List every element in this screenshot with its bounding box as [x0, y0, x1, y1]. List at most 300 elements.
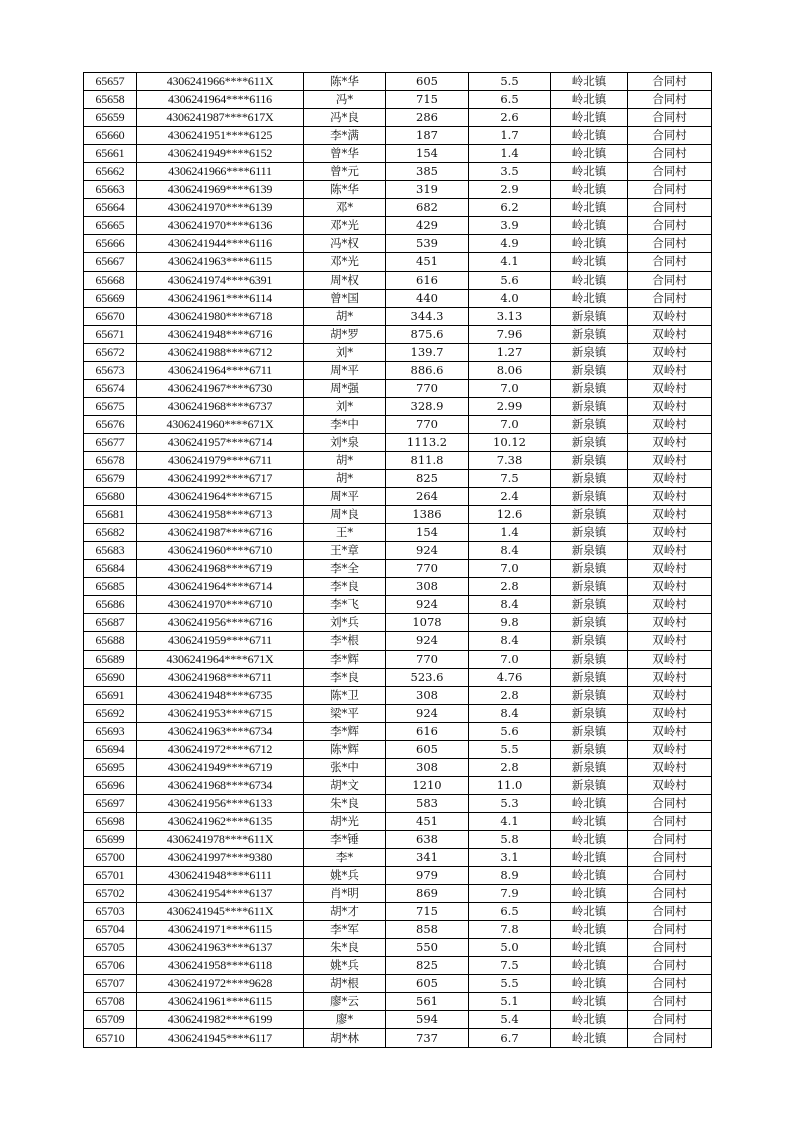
name-cell: 胡*	[304, 470, 386, 488]
name-cell: 李*军	[304, 921, 386, 939]
table-row	[84, 343, 712, 361]
village-cell: 双岭村	[628, 722, 712, 740]
quantity-cell: 1.27	[469, 343, 551, 361]
amount-cell: 1078	[386, 614, 469, 632]
town-cell: 岭北镇	[551, 885, 628, 903]
table-row	[84, 91, 712, 109]
quantity-cell: 6.5	[469, 903, 551, 921]
id-number-cell: 4306241949****6152	[137, 145, 304, 163]
town-cell: 新泉镇	[551, 415, 628, 433]
id-number-cell: 4306241958****6713	[137, 506, 304, 524]
serial-number-cell: 65668	[84, 271, 137, 289]
town-cell: 新泉镇	[551, 451, 628, 469]
table-row	[84, 199, 712, 217]
quantity-cell: 9.8	[469, 614, 551, 632]
id-number-cell: 4306241969****6139	[137, 181, 304, 199]
quantity-cell: 12.6	[469, 506, 551, 524]
town-cell: 岭北镇	[551, 1029, 628, 1047]
name-cell: 陈*卫	[304, 686, 386, 704]
table-row	[84, 307, 712, 325]
name-cell: 姚*兵	[304, 867, 386, 885]
quantity-cell: 5.6	[469, 722, 551, 740]
town-cell: 岭北镇	[551, 217, 628, 235]
town-cell: 岭北镇	[551, 939, 628, 957]
name-cell: 胡*文	[304, 776, 386, 794]
amount-cell: 858	[386, 921, 469, 939]
serial-number-cell: 65694	[84, 740, 137, 758]
id-number-cell: 4306241968****6719	[137, 560, 304, 578]
name-cell: 邓*光	[304, 253, 386, 271]
village-cell: 合同村	[628, 73, 712, 91]
id-number-cell: 4306241988****6712	[137, 343, 304, 361]
amount-cell: 1113.2	[386, 433, 469, 451]
table-row	[84, 632, 712, 650]
table-row	[84, 903, 712, 921]
amount-cell: 583	[386, 794, 469, 812]
town-cell: 岭北镇	[551, 830, 628, 848]
amount-cell: 523.6	[386, 668, 469, 686]
name-cell: 李*根	[304, 632, 386, 650]
serial-number-cell: 65663	[84, 181, 137, 199]
name-cell: 邓*	[304, 199, 386, 217]
village-cell: 合同村	[628, 903, 712, 921]
id-number-cell: 4306241948****6716	[137, 325, 304, 343]
name-cell: 梁*平	[304, 704, 386, 722]
amount-cell: 451	[386, 812, 469, 830]
table-row	[84, 73, 712, 91]
town-cell: 新泉镇	[551, 343, 628, 361]
serial-number-cell: 65659	[84, 109, 137, 127]
town-cell: 岭北镇	[551, 127, 628, 145]
amount-cell: 616	[386, 271, 469, 289]
serial-number-cell: 65667	[84, 253, 137, 271]
town-cell: 新泉镇	[551, 488, 628, 506]
id-number-cell: 4306241948****6735	[137, 686, 304, 704]
id-number-cell: 4306241953****6715	[137, 704, 304, 722]
serial-number-cell: 65665	[84, 217, 137, 235]
amount-cell: 682	[386, 199, 469, 217]
serial-number-cell: 65700	[84, 849, 137, 867]
name-cell: 姚*兵	[304, 957, 386, 975]
town-cell: 岭北镇	[551, 975, 628, 993]
serial-number-cell: 65708	[84, 993, 137, 1011]
amount-cell: 770	[386, 415, 469, 433]
quantity-cell: 7.5	[469, 957, 551, 975]
village-cell: 双岭村	[628, 397, 712, 415]
serial-number-cell: 65660	[84, 127, 137, 145]
name-cell: 廖*云	[304, 993, 386, 1011]
name-cell: 刘*	[304, 397, 386, 415]
serial-number-cell: 65664	[84, 199, 137, 217]
name-cell: 周*权	[304, 271, 386, 289]
serial-number-cell: 65678	[84, 451, 137, 469]
table-row	[84, 289, 712, 307]
amount-cell: 561	[386, 993, 469, 1011]
table-row	[84, 578, 712, 596]
quantity-cell: 7.0	[469, 650, 551, 668]
serial-number-cell: 65699	[84, 830, 137, 848]
table-row	[84, 163, 712, 181]
village-cell: 双岭村	[628, 470, 712, 488]
id-number-cell: 4306241971****6115	[137, 921, 304, 939]
town-cell: 岭北镇	[551, 73, 628, 91]
quantity-cell: 7.0	[469, 379, 551, 397]
table-row	[84, 271, 712, 289]
town-cell: 岭北镇	[551, 91, 628, 109]
quantity-cell: 1.4	[469, 145, 551, 163]
village-cell: 双岭村	[628, 596, 712, 614]
village-cell: 合同村	[628, 253, 712, 271]
id-number-cell: 4306241945****611X	[137, 903, 304, 921]
name-cell: 廖*	[304, 1011, 386, 1029]
id-number-cell: 4306241949****6719	[137, 758, 304, 776]
village-cell: 双岭村	[628, 758, 712, 776]
village-cell: 双岭村	[628, 776, 712, 794]
town-cell: 新泉镇	[551, 560, 628, 578]
table-row	[84, 993, 712, 1011]
table-row	[84, 776, 712, 794]
name-cell: 胡*根	[304, 975, 386, 993]
serial-number-cell: 65657	[84, 73, 137, 91]
village-cell: 合同村	[628, 794, 712, 812]
quantity-cell: 8.4	[469, 542, 551, 560]
quantity-cell: 8.4	[469, 596, 551, 614]
amount-cell: 286	[386, 109, 469, 127]
serial-number-cell: 65701	[84, 867, 137, 885]
town-cell: 新泉镇	[551, 686, 628, 704]
serial-number-cell: 65692	[84, 704, 137, 722]
amount-cell: 638	[386, 830, 469, 848]
quantity-cell: 5.1	[469, 993, 551, 1011]
table-row	[84, 379, 712, 397]
village-cell: 双岭村	[628, 632, 712, 650]
quantity-cell: 4.0	[469, 289, 551, 307]
id-number-cell: 4306241968****6734	[137, 776, 304, 794]
table-row	[84, 217, 712, 235]
serial-number-cell: 65695	[84, 758, 137, 776]
id-number-cell: 4306241964****671X	[137, 650, 304, 668]
id-number-cell: 4306241964****6715	[137, 488, 304, 506]
serial-number-cell: 65690	[84, 668, 137, 686]
serial-number-cell: 65681	[84, 506, 137, 524]
name-cell: 李*飞	[304, 596, 386, 614]
serial-number-cell: 65674	[84, 379, 137, 397]
town-cell: 新泉镇	[551, 776, 628, 794]
quantity-cell: 8.4	[469, 632, 551, 650]
table-row	[84, 451, 712, 469]
quantity-cell: 3.9	[469, 217, 551, 235]
town-cell: 新泉镇	[551, 433, 628, 451]
quantity-cell: 10.12	[469, 433, 551, 451]
id-number-cell: 4306241961****6114	[137, 289, 304, 307]
name-cell: 李*锤	[304, 830, 386, 848]
serial-number-cell: 65688	[84, 632, 137, 650]
name-cell: 王*章	[304, 542, 386, 560]
town-cell: 新泉镇	[551, 758, 628, 776]
town-cell: 新泉镇	[551, 524, 628, 542]
id-number-cell: 4306241945****6117	[137, 1029, 304, 1047]
name-cell: 胡*	[304, 451, 386, 469]
village-cell: 合同村	[628, 1029, 712, 1047]
name-cell: 肖*明	[304, 885, 386, 903]
amount-cell: 594	[386, 1011, 469, 1029]
table-row	[84, 975, 712, 993]
table-row	[84, 921, 712, 939]
table-row	[84, 614, 712, 632]
town-cell: 新泉镇	[551, 614, 628, 632]
amount-cell: 341	[386, 849, 469, 867]
table-row	[84, 109, 712, 127]
town-cell: 新泉镇	[551, 632, 628, 650]
id-number-cell: 4306241962****6135	[137, 812, 304, 830]
table-row	[84, 560, 712, 578]
name-cell: 刘*	[304, 343, 386, 361]
quantity-cell: 5.5	[469, 740, 551, 758]
village-cell: 双岭村	[628, 361, 712, 379]
id-number-cell: 4306241972****9628	[137, 975, 304, 993]
name-cell: 冯*权	[304, 235, 386, 253]
amount-cell: 715	[386, 91, 469, 109]
village-cell: 合同村	[628, 993, 712, 1011]
id-number-cell: 4306241966****6111	[137, 163, 304, 181]
serial-number-cell: 65666	[84, 235, 137, 253]
table-row	[84, 957, 712, 975]
town-cell: 岭北镇	[551, 145, 628, 163]
serial-number-cell: 65704	[84, 921, 137, 939]
quantity-cell: 7.5	[469, 470, 551, 488]
quantity-cell: 5.8	[469, 830, 551, 848]
town-cell: 岭北镇	[551, 235, 628, 253]
amount-cell: 825	[386, 470, 469, 488]
serial-number-cell: 65693	[84, 722, 137, 740]
town-cell: 岭北镇	[551, 163, 628, 181]
serial-number-cell: 65706	[84, 957, 137, 975]
amount-cell: 308	[386, 686, 469, 704]
amount-cell: 715	[386, 903, 469, 921]
name-cell: 朱*良	[304, 794, 386, 812]
town-cell: 岭北镇	[551, 794, 628, 812]
id-number-cell: 4306241970****6710	[137, 596, 304, 614]
town-cell: 岭北镇	[551, 903, 628, 921]
amount-cell: 924	[386, 596, 469, 614]
village-cell: 双岭村	[628, 379, 712, 397]
id-number-cell: 4306241944****6116	[137, 235, 304, 253]
quantity-cell: 3.1	[469, 849, 551, 867]
serial-number-cell: 65691	[84, 686, 137, 704]
name-cell: 胡*罗	[304, 325, 386, 343]
amount-cell: 451	[386, 253, 469, 271]
amount-cell: 440	[386, 289, 469, 307]
table-row	[84, 127, 712, 145]
records-table-body	[84, 73, 712, 1048]
amount-cell: 550	[386, 939, 469, 957]
town-cell: 新泉镇	[551, 361, 628, 379]
table-row	[84, 849, 712, 867]
quantity-cell: 8.9	[469, 867, 551, 885]
serial-number-cell: 65702	[84, 885, 137, 903]
village-cell: 合同村	[628, 145, 712, 163]
village-cell: 合同村	[628, 1011, 712, 1029]
id-number-cell: 4306241978****611X	[137, 830, 304, 848]
quantity-cell: 2.99	[469, 397, 551, 415]
amount-cell: 187	[386, 127, 469, 145]
table-row	[84, 325, 712, 343]
id-number-cell: 4306241987****6716	[137, 524, 304, 542]
village-cell: 双岭村	[628, 415, 712, 433]
amount-cell: 605	[386, 740, 469, 758]
id-number-cell: 4306241964****6711	[137, 361, 304, 379]
name-cell: 刘*泉	[304, 433, 386, 451]
town-cell: 岭北镇	[551, 867, 628, 885]
quantity-cell: 5.0	[469, 939, 551, 957]
id-number-cell: 4306241982****6199	[137, 1011, 304, 1029]
table-row	[84, 939, 712, 957]
serial-number-cell: 65679	[84, 470, 137, 488]
name-cell: 陈*华	[304, 73, 386, 91]
id-number-cell: 4306241948****6111	[137, 867, 304, 885]
village-cell: 双岭村	[628, 433, 712, 451]
amount-cell: 319	[386, 181, 469, 199]
amount-cell: 825	[386, 957, 469, 975]
table-row	[84, 433, 712, 451]
amount-cell: 770	[386, 650, 469, 668]
id-number-cell: 4306241964****6116	[137, 91, 304, 109]
table-row	[84, 235, 712, 253]
quantity-cell: 4.1	[469, 253, 551, 271]
village-cell: 合同村	[628, 939, 712, 957]
amount-cell: 1210	[386, 776, 469, 794]
id-number-cell: 4306241967****6730	[137, 379, 304, 397]
village-cell: 双岭村	[628, 307, 712, 325]
amount-cell: 328.9	[386, 397, 469, 415]
id-number-cell: 4306241972****6712	[137, 740, 304, 758]
town-cell: 新泉镇	[551, 542, 628, 560]
village-cell: 合同村	[628, 217, 712, 235]
serial-number-cell: 65703	[84, 903, 137, 921]
id-number-cell: 4306241970****6136	[137, 217, 304, 235]
quantity-cell: 8.06	[469, 361, 551, 379]
serial-number-cell: 65707	[84, 975, 137, 993]
town-cell: 新泉镇	[551, 578, 628, 596]
town-cell: 岭北镇	[551, 812, 628, 830]
table-row	[84, 415, 712, 433]
id-number-cell: 4306241992****6717	[137, 470, 304, 488]
town-cell: 岭北镇	[551, 849, 628, 867]
serial-number-cell: 65671	[84, 325, 137, 343]
serial-number-cell: 65705	[84, 939, 137, 957]
serial-number-cell: 65658	[84, 91, 137, 109]
serial-number-cell: 65670	[84, 307, 137, 325]
table-row	[84, 1029, 712, 1047]
village-cell: 双岭村	[628, 686, 712, 704]
serial-number-cell: 65709	[84, 1011, 137, 1029]
id-number-cell: 4306241961****6115	[137, 993, 304, 1011]
quantity-cell: 7.0	[469, 560, 551, 578]
village-cell: 合同村	[628, 109, 712, 127]
town-cell: 新泉镇	[551, 650, 628, 668]
amount-cell: 770	[386, 560, 469, 578]
amount-cell: 979	[386, 867, 469, 885]
quantity-cell: 4.9	[469, 235, 551, 253]
name-cell: 胡*光	[304, 812, 386, 830]
quantity-cell: 8.4	[469, 704, 551, 722]
town-cell: 新泉镇	[551, 722, 628, 740]
id-number-cell: 4306241963****6115	[137, 253, 304, 271]
table-row	[84, 812, 712, 830]
quantity-cell: 3.5	[469, 163, 551, 181]
town-cell: 岭北镇	[551, 253, 628, 271]
village-cell: 双岭村	[628, 560, 712, 578]
amount-cell: 737	[386, 1029, 469, 1047]
quantity-cell: 1.4	[469, 524, 551, 542]
table-row	[84, 1011, 712, 1029]
amount-cell: 1386	[386, 506, 469, 524]
table-row	[84, 867, 712, 885]
name-cell: 曾*华	[304, 145, 386, 163]
id-number-cell: 4306241974****6391	[137, 271, 304, 289]
amount-cell: 811.8	[386, 451, 469, 469]
table-row	[84, 740, 712, 758]
table-row	[84, 397, 712, 415]
quantity-cell: 2.4	[469, 488, 551, 506]
town-cell: 新泉镇	[551, 470, 628, 488]
table-row	[84, 758, 712, 776]
village-cell: 双岭村	[628, 506, 712, 524]
name-cell: 曾*元	[304, 163, 386, 181]
name-cell: 冯*良	[304, 109, 386, 127]
table-row	[84, 253, 712, 271]
village-cell: 合同村	[628, 181, 712, 199]
name-cell: 周*良	[304, 506, 386, 524]
name-cell: 周*平	[304, 488, 386, 506]
serial-number-cell: 65698	[84, 812, 137, 830]
id-number-cell: 4306241968****6711	[137, 668, 304, 686]
village-cell: 合同村	[628, 91, 712, 109]
table-row	[84, 704, 712, 722]
quantity-cell: 5.6	[469, 271, 551, 289]
name-cell: 李*满	[304, 127, 386, 145]
name-cell: 冯*	[304, 91, 386, 109]
name-cell: 李*	[304, 849, 386, 867]
serial-number-cell: 65669	[84, 289, 137, 307]
table-row	[84, 361, 712, 379]
village-cell: 合同村	[628, 867, 712, 885]
table-row	[84, 488, 712, 506]
town-cell: 新泉镇	[551, 307, 628, 325]
id-number-cell: 4306241966****611X	[137, 73, 304, 91]
table-row	[84, 885, 712, 903]
town-cell: 岭北镇	[551, 109, 628, 127]
town-cell: 岭北镇	[551, 289, 628, 307]
village-cell: 双岭村	[628, 488, 712, 506]
id-number-cell: 4306241960****6710	[137, 542, 304, 560]
quantity-cell: 7.0	[469, 415, 551, 433]
serial-number-cell: 65672	[84, 343, 137, 361]
name-cell: 胡*林	[304, 1029, 386, 1047]
table-row	[84, 794, 712, 812]
amount-cell: 344.3	[386, 307, 469, 325]
town-cell: 岭北镇	[551, 271, 628, 289]
name-cell: 朱*良	[304, 939, 386, 957]
village-cell: 双岭村	[628, 578, 712, 596]
name-cell: 周*平	[304, 361, 386, 379]
amount-cell: 869	[386, 885, 469, 903]
quantity-cell: 5.5	[469, 73, 551, 91]
amount-cell: 308	[386, 578, 469, 596]
quantity-cell: 3.13	[469, 307, 551, 325]
quantity-cell: 4.1	[469, 812, 551, 830]
id-number-cell: 4306241964****6714	[137, 578, 304, 596]
